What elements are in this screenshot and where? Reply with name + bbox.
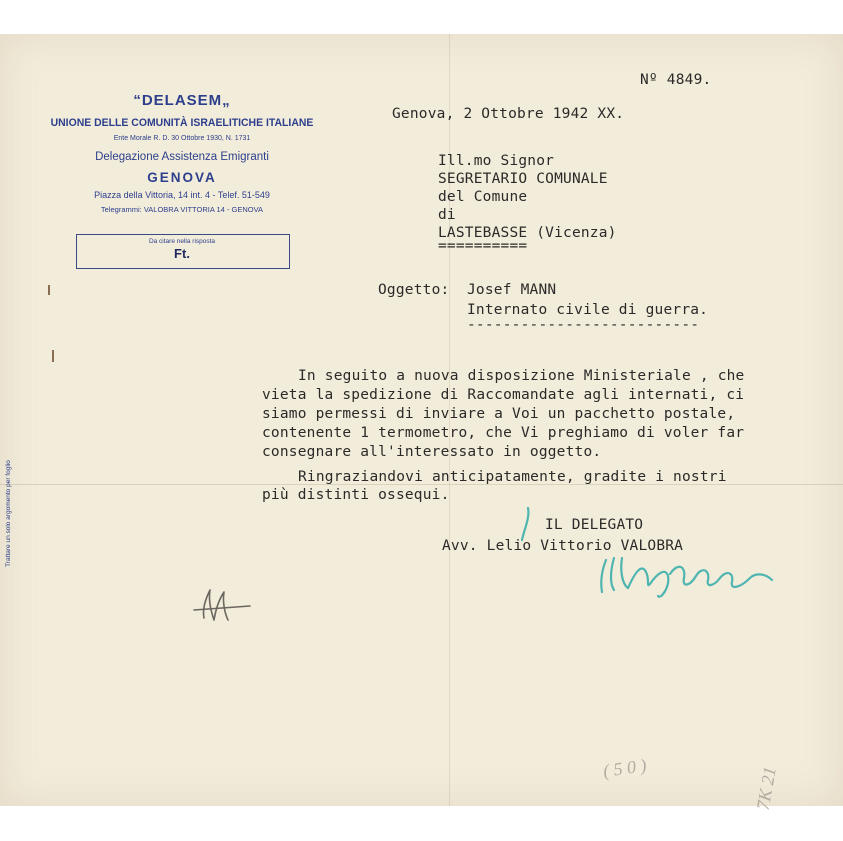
reference-caption: Da citare nella risposta	[148, 238, 216, 245]
recipient-underline: ==========	[438, 238, 528, 254]
subject-line: Josef MANN	[467, 282, 557, 298]
pencil-mark: 7K 21	[752, 765, 780, 812]
letterhead-address: Piazza della Vittoria, 14 int. 4 - Telef. 51-549	[94, 190, 270, 200]
pencil-mark: ( 5 0 )	[601, 755, 648, 781]
body-line: consegnare all'interessato in oggetto.	[262, 444, 602, 460]
letterhead-delegation: Delegazione Assistenza Emigranti	[95, 151, 269, 163]
letterhead-city: GENOVA	[147, 170, 217, 185]
reference-code: Ft.	[174, 246, 190, 261]
recipient-line: LASTEBASSE (Vicenza)	[438, 225, 617, 241]
letterhead-brand: “DELASEM„	[133, 92, 231, 109]
subject-underline: --------------------------	[467, 317, 700, 333]
body-line: vieta la spedizione di Raccomandate agli internati, ci	[262, 387, 745, 403]
handwritten-signature	[510, 500, 790, 610]
signatory-title: IL DELEGATO	[545, 517, 644, 533]
pencil-monogram	[190, 580, 260, 630]
signatory-name: Avv. Lelio Vittorio VALOBRA	[442, 538, 684, 554]
recipient-line: del Comune	[438, 189, 528, 205]
document-number: Nº 4849.	[640, 72, 712, 88]
closing-line: Ringraziandovi anticipatamente, gradite i nostri	[298, 469, 727, 485]
letterhead-org-name: UNIONE DELLE COMUNITÀ ISRAELITICHE ITALIANE	[50, 117, 314, 129]
recipient-line: di	[438, 207, 456, 223]
recipient-line: SEGRETARIO COMUNALE	[438, 171, 608, 187]
recipient-line: Ill.mo Signor	[438, 153, 555, 169]
letterhead-ente-morale: Ente Morale R. D. 30 Ottobre 1930, N. 1731	[113, 135, 251, 142]
subject-label: Oggetto:	[378, 282, 450, 298]
place-date: Genova, 2 Ottobre 1942 XX.	[392, 106, 625, 122]
body-line: In seguito a nuova disposizione Ministeriale , che	[298, 368, 745, 384]
margin-mark	[52, 350, 54, 362]
side-note: Trattare un solo argomento per foglio	[4, 460, 12, 567]
letterhead-telegram: Telegrammi: VALOBRA VITTORIA 14 - GENOVA	[100, 205, 264, 214]
body-line: contenente 1 termometro, che Vi preghiamo di voler far	[262, 425, 745, 441]
closing-line: più distinti ossequi.	[262, 487, 450, 503]
margin-mark	[48, 285, 50, 295]
body-line: siamo permessi di inviare a Voi un pacchetto postale,	[262, 406, 736, 422]
subject-line: Internato civile di guerra.	[467, 302, 709, 318]
